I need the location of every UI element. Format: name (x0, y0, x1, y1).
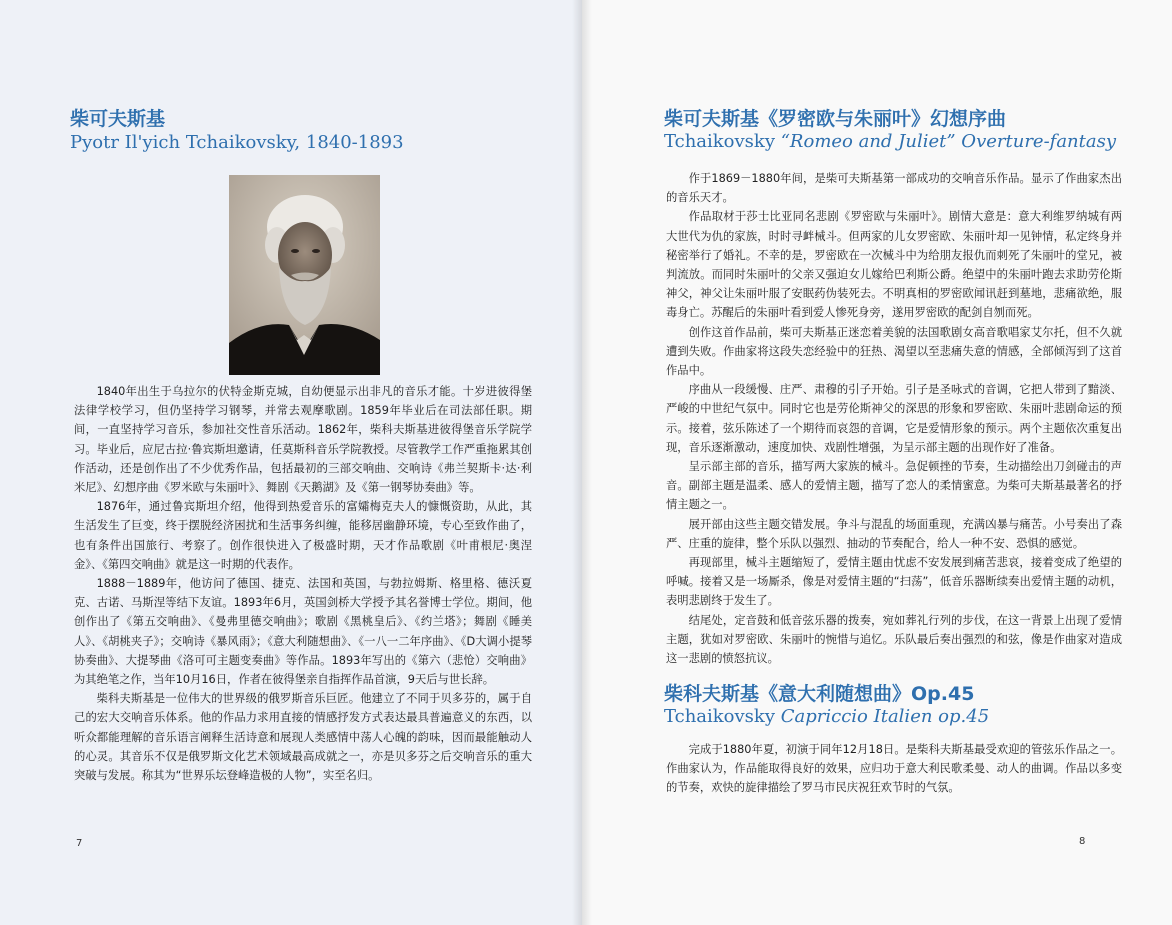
section-paragraph: 序曲从一段缓慢、庄严、肃穆的引子开始。引子是圣咏式的音调，它把人带到了黯淡、严峻的中世纪气氛中。同时它也是劳伦斯神父的深思的形象和罗密欧、朱丽叶悲剧命运的预示。接着，弦乐陈述了一个期待而哀怨的音调，它是爱情形象的预示。两个主题依次重复出现，音乐逐渐激动，速度加快、戏剧性增强，为呈示部主题的出现作好了准备。 (666, 383, 1122, 454)
section-paragraph: 创作这首作品前，柴可夫斯基正迷恋着美貌的法国歌剧女高音歌唱家艾尔托，但不久就遭到失败。作曲家将这段失恋经验中的狂热、渴望以至悲痛失意的情感，全部倾泻到了这首作品中。 (666, 325, 1122, 378)
section-title-en-capriccio (664, 706, 989, 728)
composer-title-en: Pyotr Il'yich Tchaikovsky, 1840-1893 (70, 132, 404, 153)
page-number-left: 7 (76, 838, 83, 849)
right-page (582, 0, 1172, 925)
page-number-right: 8 (1079, 836, 1086, 847)
section-paragraph: 结尾处，定音鼓和低音弦乐器的拨奏，宛如葬礼行列的步伐，在这一背景上出现了爱情主题，犹如对罗密欧、朱丽叶的惋惜与追忆。乐队最后奏出强烈的和弦，像是作曲家对造成这一悲剧的愤怒抗议。 (666, 613, 1122, 666)
portrait-photo-icon (229, 175, 380, 375)
section-title-cn-romeo: 柴可夫斯基《罗密欧与朱丽叶》幻想序曲 (664, 108, 1007, 130)
capriccio-text (666, 740, 1122, 798)
section-paragraph: 作于1869－1880年间，是柴可夫斯基第一部成功的交响音乐作品。显示了作曲家杰出的音乐天才。 (666, 172, 1122, 205)
biography-paragraph: 柴科夫斯基是一位伟大的世界级的俄罗斯音乐巨匠。他建立了不同于贝多芬的，属于自己的宏大交响音乐体系。他的作品力求用直接的情感抒发方式表达最具普遍意义的东西，以听众都能理解的音乐语言阐释生活诗意和展现人类感情中荡人心魄的韵味，因而最能触动人的心灵。其音乐不仅是俄罗斯文化艺术领域最高成就之一，亦是贝多芬之后交响音乐的重大突破与发展。称其为“世界乐坛登峰造极的人物”，实至名归。 (74, 692, 532, 783)
title-en-italic: “Romeo and Juliet” Overture-fantasy (780, 131, 1117, 152)
composer-title-cn: 柴可夫斯基 (70, 108, 166, 130)
section-title-en-romeo (664, 131, 1116, 153)
portrait-photo (229, 175, 380, 375)
biography-paragraph: 1876年，通过鲁宾斯坦介绍，他得到热爱音乐的富孀梅克夫人的慷慨资助，从此，其生活发生了巨变，终于摆脱经济困扰和生活事务纠缠，能移居幽静环境，专心至致作曲了，也有条件出国旅行、考察了。创作很快进入了极盛时期，天才作品歌剧《叶甫根尼·奥涅金》、《第四交响曲》就是这一时期的代表作。 (74, 500, 532, 571)
section-title-cn-capriccio: 柴科夫斯基《意大利随想曲》Op.45 (664, 683, 975, 705)
title-en-prefix: Tchaikovsky (664, 131, 775, 152)
section-paragraph: 展开部由这些主题交错发展。争斗与混乱的场面重现，充满凶暴与痛苦。小号奏出了森严、庄重的旋律，整个乐队以强烈、抽动的节奏配合，给人一种不安、恐惧的感觉。 (666, 517, 1122, 550)
biography-paragraph: 1840年出生于乌拉尔的伏特金斯克城，自幼便显示出非凡的音乐才能。十岁进彼得堡法律学校学习，但仍坚持学习钢琴，并常去观摩歌剧。1859年毕业后在司法部任职。期间，一直坚持学习音乐，参加社交性音乐活动。1862年，柴科夫斯基进彼得堡音乐学院学习。毕业后，应尼古拉·鲁宾斯坦邀请，任莫斯科音乐学院教授。尽管教学工作严重拖累其创作活动，还是创作出了不少优秀作品，包括最初的三部交响曲、交响诗《弗兰契斯卡·达·利米尼》、幻想序曲《罗米欧与朱丽叶》、舞剧《天鹅湖》及《第一钢琴协奏曲》等。 (74, 385, 532, 495)
title-en-prefix: Tchaikovsky (664, 706, 775, 727)
biography-paragraph: 1888－1889年，他访问了德国、捷克、法国和英国，与勃拉姆斯、格里格、德沃夏克、古诺、马斯涅等结下友谊。1893年6月，英国剑桥大学授予其名誉博士学位。期间，他创作出了《第五交响曲》、《曼弗里德交响曲》；歌剧《黑桃皇后》、《约兰塔》；舞剧《睡美人》、《胡桃夹子》；交响诗《暴风雨》；《意大利随想曲》、《一八一二年序曲》、《D大调小提琴协奏曲》、大提琴曲《洛可可主题变奏曲》等作品。1893年写出的《第六（悲怆）交响曲》为其绝笔之作，当年10月16日，作者在彼得堡亲自指挥作品首演，9天后与世长辞。 (74, 577, 532, 687)
left-page (0, 0, 582, 925)
section-paragraph: 完成于1880年夏，初演于同年12月18日。是柴科夫斯基最受欢迎的管弦乐作品之一。作曲家认为，作品能取得良好的效果，应归功于意大利民歌柔曼、动人的曲调。作品以多变的节奏，欢快的旋律描绘了罗马市民庆祝狂欢节时的气氛。 (666, 743, 1122, 795)
section-paragraph: 再现部里，械斗主题缩短了，爱情主题由忧虑不安发展到痛苦悲哀，接着变成了绝望的呼喊。接着又是一场厮杀，像是对爱情主题的“扫荡”，低音乐器断续奏出爱情主题的动机，表明悲剧终于发生了。 (666, 556, 1122, 608)
biography-text (74, 382, 532, 785)
romeo-juliet-text (666, 169, 1122, 668)
title-en-italic: Capriccio Italien op.45 (780, 706, 990, 727)
section-paragraph: 作品取材于莎士比亚同名悲剧《罗密欧与朱丽叶》。剧情大意是：意大利维罗纳城有两大世代为仇的家族，时时寻衅械斗。但两家的儿女罗密欧、朱丽叶却一见钟情，私定终身并秘密举行了婚礼。不幸的是，罗密欧在一次械斗中为给朋友报仇而刺死了朱丽叶的堂兄，被判流放。而同时朱丽叶的父亲又强迫女儿嫁给巴利斯公爵。绝望中的朱丽叶跑去求助劳伦斯神父，神父让朱丽叶服了安眠药伪装死去。不明真相的罗密欧闻讯赶到墓地，悲痛欲绝，服毒身亡。苏醒后的朱丽叶看到爱人惨死身旁，遂用罗密欧的配剑自刎而死。 (666, 210, 1122, 320)
section-paragraph: 呈示部主部的音乐，描写两大家族的械斗。急促顿挫的节奏，生动描绘出刀剑碰击的声音。副部主题是温柔、感人的爱情主题，描写了恋人的柔情蜜意。为柴可夫斯基最著名的抒情主题之一。 (666, 460, 1122, 512)
